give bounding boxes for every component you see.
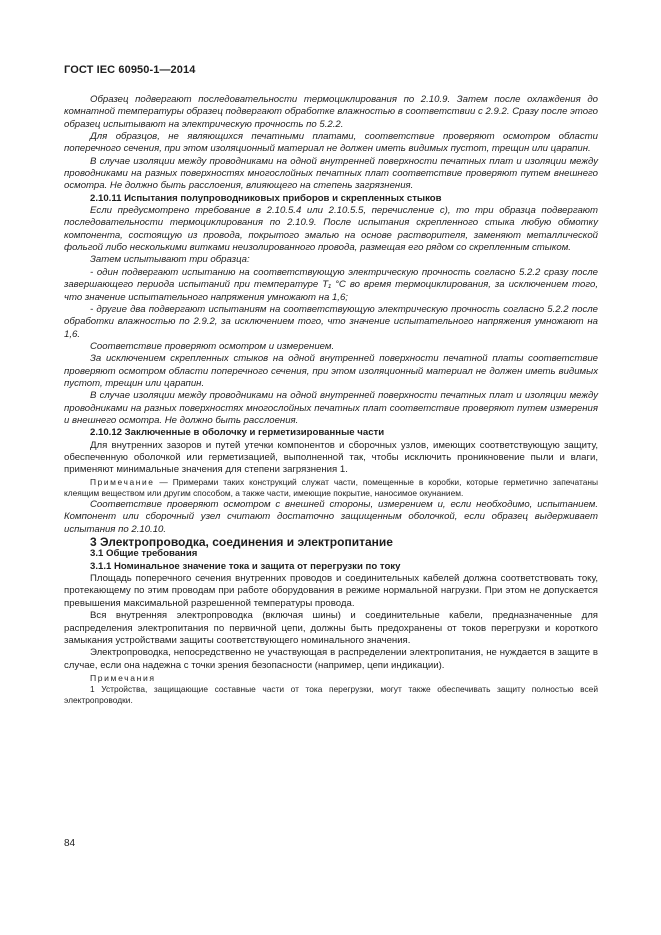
paragraph: В случае изоляции между проводниками на одной внутренней поверхности печатных плат и изоляции между проводниками на разных поверхностях многослойных печатных плат соответствие проверяют путем внешнего осмотра. Не должно быть расслоения, влияющего на степень загрязнения. <box>64 155 598 192</box>
page-number: 84 <box>64 838 76 849</box>
standard-header: ГОСТ IEC 60950-1—2014 <box>64 64 196 76</box>
notes-title: Примечания <box>90 672 156 683</box>
note <box>64 477 598 499</box>
paragraph: Площадь поперечного сечения внутренних проводов и соединительных кабелей должна соответствовать току, протекающему по этим проводам при работе оборудования в режиме нормальной нагрузки. При этом не допускается превышения максимальной разрешенной температуры провода. <box>64 573 598 609</box>
page-content <box>64 94 598 707</box>
paragraph: Соответствие проверяют осмотром с внешней стороны, измерением и, если необходимо, испытанием. Компонент или сборочный узел считают достаточно защищенным оболочкой, если образец выдерживает испытания по 2.10.10. <box>64 499 598 535</box>
paragraph: Вся внутренняя электропроводка (включая шины) и соединительные кабели, предназначенные для распределения электропитания по первичной цепи, должны быть предохранены от токов перегрузки и короткого замыкания устройствами защиты соответствующего номинального значения. <box>64 610 598 646</box>
section-heading-3-1-1: 3.1.1 Номинальное значение тока и защита от перегрузки по току <box>90 560 401 572</box>
paragraph: Если предусмотрено требование в 2.10.5.4 или 2.10.5.5, перечисление с), то три образца подвергают последовательности термоциклирования по 2.10.9. После испытания скрепленного стыка любую обмотку компонента, состоящую из провода, покрытого эмалью на основе растворителя, заменяют металлической фольгой либо несколькими витками неизолированного провода, размещая его рядом со скрепленным стыком. <box>64 205 598 254</box>
paragraph: За исключением скрепленных стыков на одной внутренней поверхности печатной платы соответствие проверяют осмотром области поперечного сечения, при этом изоляционный материал не должен иметь видимых пустот, трещин или царапин. <box>64 353 598 389</box>
paragraph: Для внутренних зазоров и путей утечки компонентов и сборочных узлов, имеющих соответствующую защиту, обеспеченную оболочкой или герметизацией, выполненной так, чтобы исключить проникновение пыли и влаги, применяют минимальные значения для степени загрязнения 1. <box>64 439 598 476</box>
note-text: — Примерами таких конструкций служат части, помещенные в коробки, которые герметично запечатаны клеящим веществом или другим способом, а также части, имеющие покрытие, наносимое окунанием. <box>64 476 598 498</box>
paragraph: Для образцов, не являющихся печатными платами, соответствие проверяют осмотром области поперечного сечения, при этом изоляционный материал не должен иметь видимых пустот, трещин или царапин. <box>64 131 598 155</box>
chapter-heading: 3 Электропроводка, соединения и электропитание <box>90 535 393 550</box>
paragraph: Образец подвергают последовательности термоциклирования по 2.10.9. Затем после охлаждения до комнатной температуры образец подвергают обработке влажностью в соответствии с 2.9.2. Сразу после этого образец испытывают на электрическую прочность по 5.2.2. <box>64 94 598 130</box>
paragraph: Затем испытывают три образца: <box>90 254 250 266</box>
section-heading-2-10-11: 2.10.11 Испытания полупроводниковых приборов и скрепленных стыков <box>90 192 442 204</box>
section-heading-3-1: 3.1 Общие требования <box>90 548 198 560</box>
paragraph: Электропроводка, непосредственно не участвующая в распределении электропитания, не нуждается в защите в случае, если она надежна с точки зрения безопасности (например, цепи индикации). <box>64 647 598 671</box>
section-heading-2-10-12: 2.10.12 Заключенные в оболочку и герметизированные части <box>90 427 385 439</box>
list-item: - другие два подвергают испытаниям на соответствующую электрическую прочность согласно 5.2.2 после обработки влажностью по 2.9.2, за исключением того, что значение испытательного напряжения умножают на 1,6. <box>64 303 598 340</box>
note-label: Примечание <box>90 476 155 487</box>
paragraph: Соответствие проверяют осмотром и измерением. <box>90 340 335 352</box>
note-item: 1 Устройства, защищающие составные части от тока перегрузки, могут также обеспечивать защиту полностью всей электропроводки. <box>64 684 598 706</box>
paragraph: В случае изоляции между проводниками на одной внутренней поверхности печатных плат и изоляции между проводниками на разных поверхностях многослойных печатных плат соответствие проверяют путем измерения и внешнего осмотра. Не должно быть расслоения. <box>64 390 598 426</box>
list-item: - один подвергают испытанию на соответствующую электрическую прочность согласно 5.2.2 сразу после завершающего периода испытаний при температуре T₁ °С во время термоциклирования, за исключением того, что значение испытательного напряжения умножают на 1,6; <box>64 266 598 303</box>
